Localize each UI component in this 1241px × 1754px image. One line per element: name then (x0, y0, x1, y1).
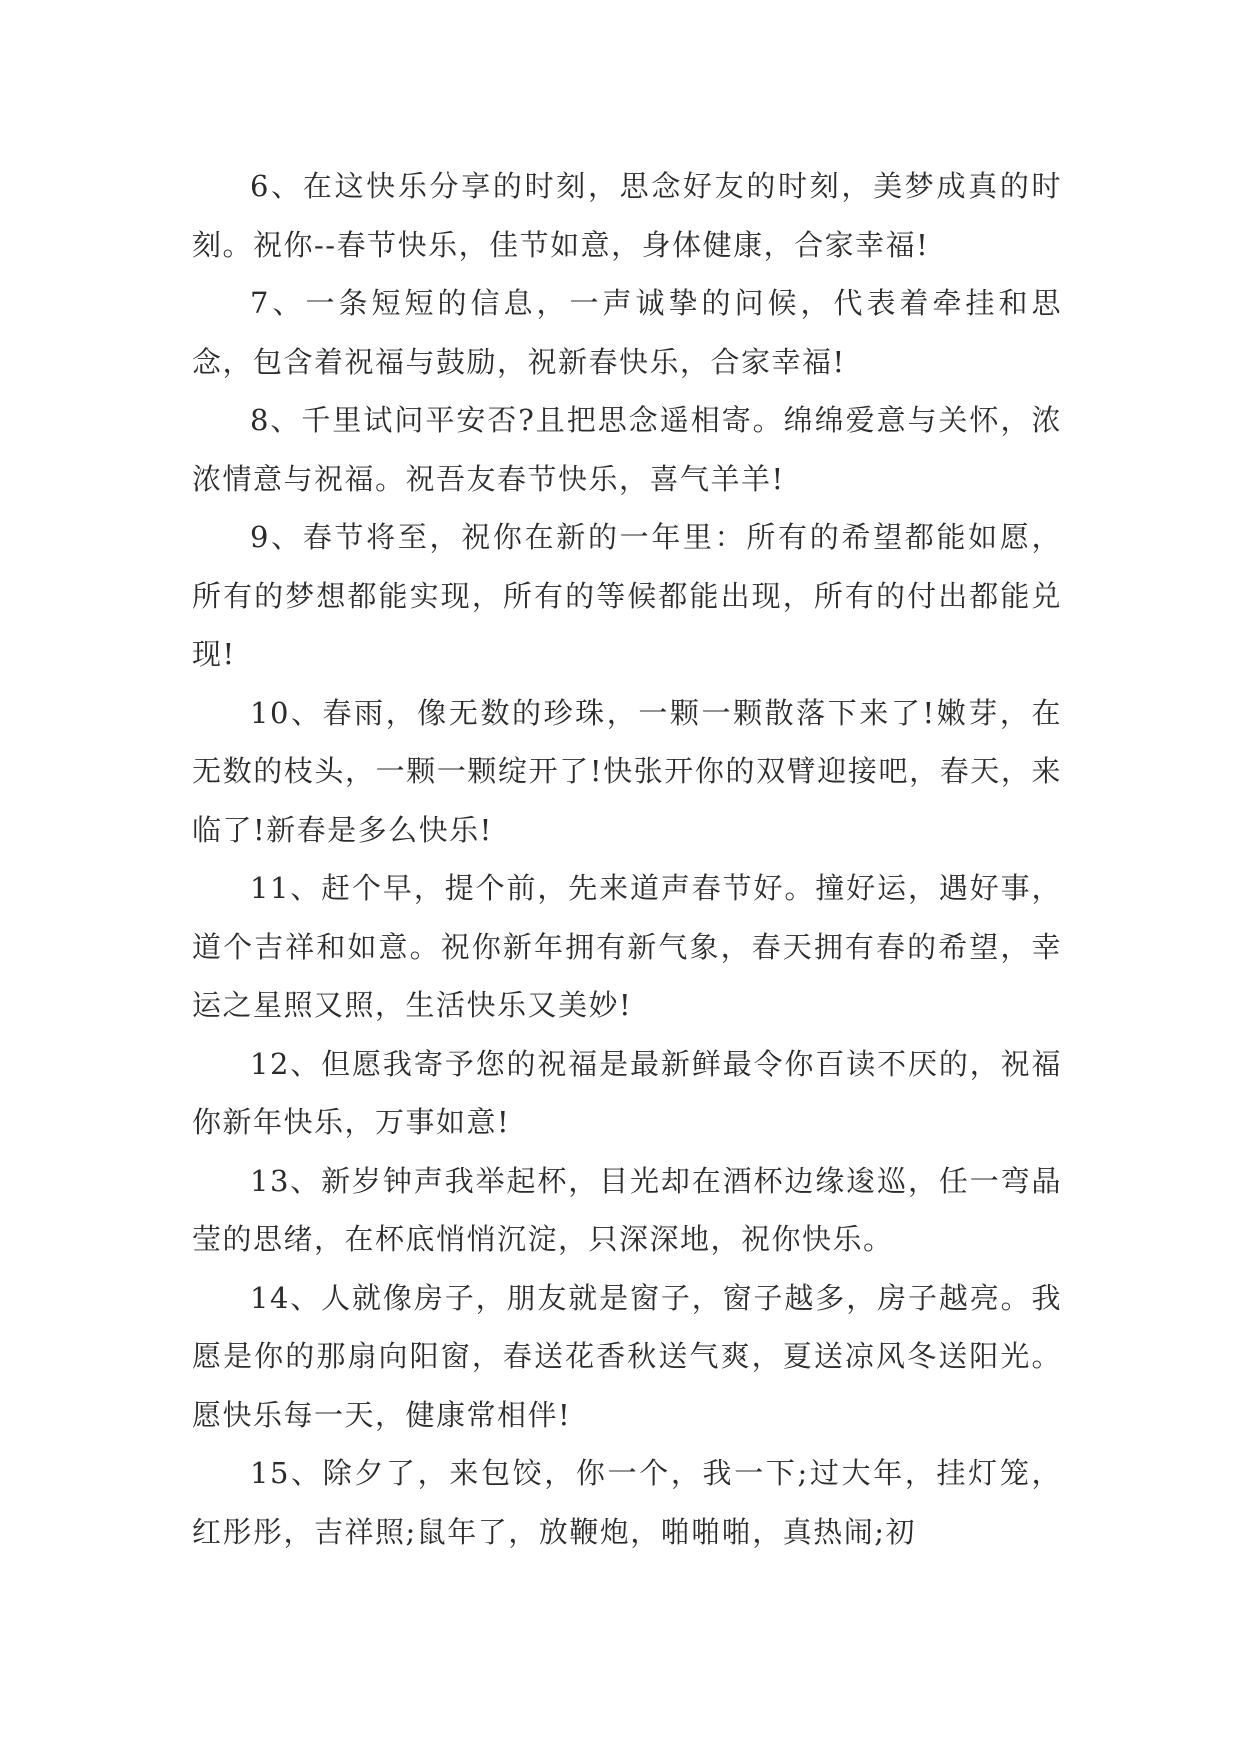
paragraph-10: 10、春雨，像无数的珍珠，一颗一颗散落下来了!嫩芽，在无数的枝头，一颗一颗绽开了!快张开你的双臂迎接吧，春天，来临了!新春是多么快乐! (192, 695, 1062, 847)
paragraph-6: 6、在这快乐分享的时刻，思念好友的时刻，美梦成真的时刻。祝你--春节快乐，佳节如意，身体健康，合家幸福! (192, 169, 1062, 262)
paragraph-14: 14、人就像房子，朋友就是窗子，窗子越多，房子越亮。我愿是你的那扇向阳窗，春送花香秋送气爽，夏送凉风冬送阳光。愿快乐每一天，健康常相伴! (192, 1280, 1062, 1432)
paragraph-11: 11、赶个早，提个前，先来道声春节好。撞好运，遇好事，道个吉祥和如意。祝你新年拥有新气象，春天拥有春的希望，幸运之星照又照，生活快乐又美妙! (192, 871, 1062, 1022)
paragraph-9: 9、春节将至，祝你在新的一年里：所有的希望都能如愿，所有的梦想都能实现，所有的等候都能出现，所有的付出都能兑现! (192, 520, 1062, 671)
paragraph-8: 8、千里试问平安否?且把思念遥相寄。绵绵爱意与关怀，浓浓情意与祝福。祝吾友春节快乐，喜气羊羊! (192, 403, 1062, 496)
paragraph-13: 13、新岁钟声我举起杯，目光却在酒杯边缘逡巡，任一弯晶莹的思绪，在杯底悄悄沉淀，只深深地，祝你快乐。 (192, 1163, 1062, 1256)
document-body (192, 157, 1062, 1561)
paragraph-15: 15、除夕了，来包饺，你一个，我一下;过大年，挂灯笼，红彤彤，吉祥照;鼠年了，放鞭炮，啪啪啪，真热闹;初 (192, 1456, 1062, 1549)
paragraph-12: 12、但愿我寄予您的祝福是最新鲜最令你百读不厌的，祝福你新年快乐，万事如意! (192, 1046, 1062, 1139)
paragraph-7: 7、一条短短的信息，一声诚挚的问候，代表着牵挂和思念，包含着祝福与鼓励，祝新春快乐，合家幸福! (192, 286, 1062, 379)
